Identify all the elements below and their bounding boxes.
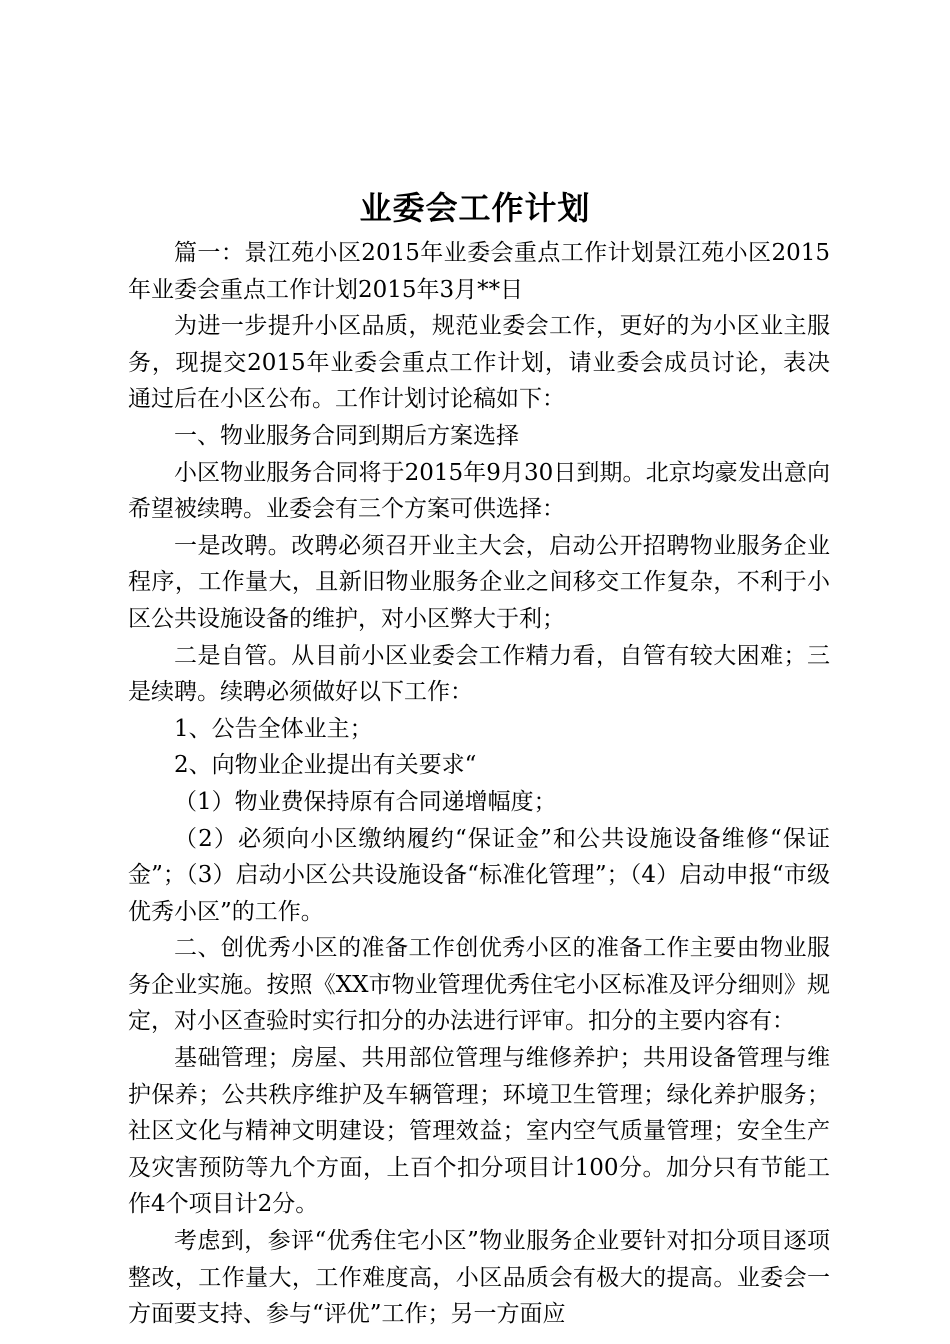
paragraph-option-rehire: 一是改聘。改聘必须召开业主大会，启动公开招聘物业服务企业程序，工作量大，且新旧物业服务企业之间移交工作复杂，不利于小区公共设施设备的维护，对小区弊大于利； [128,532,830,632]
paragraph-contract-expiry: 小区物业服务合同将于2015年9月30日到期。北京均豪发出意向希望被续聘。业委会有三个方案可供选择： [128,459,830,523]
paragraph-option-self-manage: 二是自管。从目前小区业委会工作精力看，自管有较大困难；三是续聘。续聘必须做好以下工作： [128,642,830,706]
document-title: 业委会工作计划 [359,189,591,227]
section-heading-excellent-community: 二、创优秀小区的准备工作创优秀小区的准备工作主要由物业服务企业实施。按照《XX市物业管理优秀住宅小区标准及评分细则》规定，对小区查验时实行扣分的办法进行评审。扣分的主要内容有： [128,935,830,1035]
section-heading-contract: 一、物业服务合同到期后方案选择 [174,422,519,449]
list-item-fee: （1）物业费保持原有合同递增幅度； [174,788,557,815]
paragraph-intro: 篇一：景江苑小区2015年业委会重点工作计划景江苑小区2015年业委会重点工作计划2015年3月**日 [128,240,830,303]
document-body [128,235,830,1333]
list-item-deposit: （2）必须向小区缴纳履约“保证金”和公共设施设备维修“保证金”；（3）启动小区公共设施设备“标准化管理”；（4）启动申报“市级优秀小区”的工作。 [128,825,830,925]
paragraph-purpose: 为进一步提升小区品质，规范业委会工作，更好的为小区业主服务，现提交2015年业委会重点工作计划，请业委会成员讨论，表决通过后在小区公布。工作计划讨论稿如下： [128,313,830,413]
paragraph-considerations: 考虑到，参评“优秀住宅小区”物业服务企业要针对扣分项目逐项整改，工作量大，工作难度高，小区品质会有极大的提高。业委会一方面要支持、参与“评优”工作；另一方面应 [128,1228,830,1328]
list-item-requirements: 2、向物业企业提出有关要求“ [174,752,477,779]
list-item-notice: 1、公告全体业主； [174,715,373,742]
paragraph-deduction-items: 基础管理；房屋、共用部位管理与维修养护；共用设备管理与维护保养；公共秩序维护及车辆管理；环境卫生管理；绿化养护服务；社区文化与精神文明建设；管理效益；室内空气质量管理；安全生产及灾害预防等九个方面，上百个扣分项目计100分。加分只有节能工作4个项目计2分。 [128,1045,830,1218]
